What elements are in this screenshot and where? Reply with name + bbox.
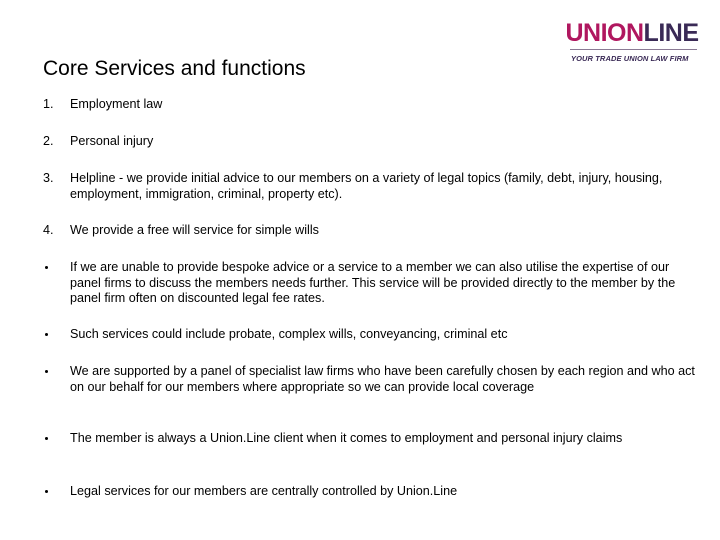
- bullet-item-text: Such services could include probate, complex wills, conveyancing, criminal etc: [70, 327, 508, 341]
- bullet-icon: [45, 333, 48, 336]
- logo-line-text: LINE: [643, 19, 699, 47]
- list-number: 2.: [43, 134, 54, 148]
- unionline-logo: [562, 18, 702, 63]
- list-item-text: We provide a free will service for simple wills: [70, 223, 319, 237]
- bullet-item-text: The member is always a Union.Line client when it comes to employment and personal injury claims: [70, 431, 623, 445]
- bullet-item-text: If we are unable to provide bespoke advice or a service to a member we can also utilise the expertise of our panel firms to discuss the members needs further. This service will be provided directly to the member by the panel firm often on discounted legal fee rates.: [70, 260, 676, 305]
- logo-union-text: UNION: [565, 19, 644, 47]
- list-item-text: Helpline - we provide initial advice to our members on a variety of legal topics (family, debt, injury, housing, employment, immigration, criminal, property etc).: [70, 171, 663, 201]
- logo-wordmark: [562, 18, 702, 48]
- list-item-text: Employment law: [70, 97, 163, 111]
- logo-divider: [570, 49, 697, 50]
- bullet-icon: [45, 490, 48, 493]
- list-number: 4.: [43, 223, 54, 237]
- logo-tagline: YOUR TRADE UNION LAW FIRM: [571, 54, 689, 63]
- list-item-text: Personal injury: [70, 134, 154, 148]
- bullet-icon: [45, 370, 48, 373]
- bullet-item-text: Legal services for our members are centrally controlled by Union.Line: [70, 484, 458, 498]
- list-number: 1.: [43, 97, 54, 111]
- list-number: 3.: [43, 171, 54, 185]
- page-title: Core Services and functions: [43, 57, 306, 80]
- bullet-item-text: We are supported by a panel of specialist law firms who have been carefully chosen by each region and who act on our behalf for our members where appropriate so we can provide local coverage: [70, 364, 695, 394]
- bullet-icon: [45, 266, 48, 269]
- bullet-icon: [45, 437, 48, 440]
